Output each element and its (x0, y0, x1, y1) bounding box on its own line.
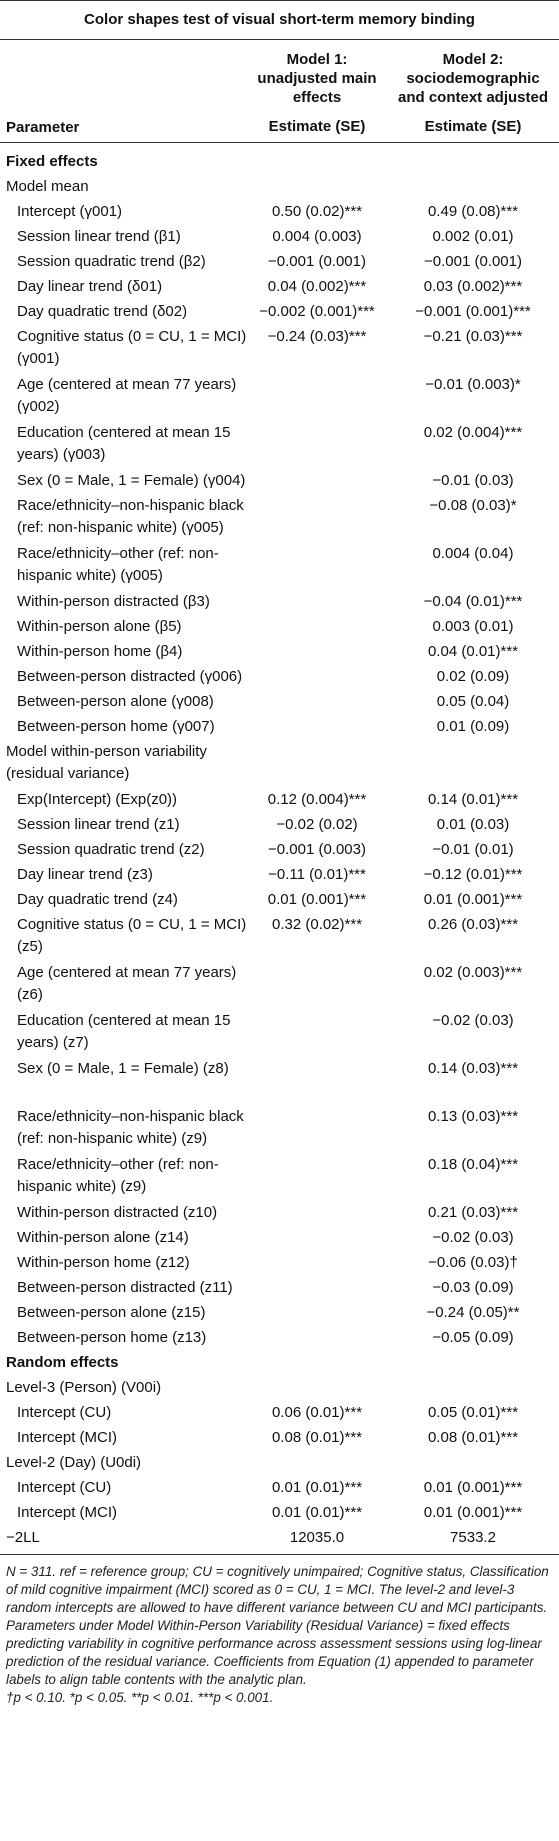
model-2-cell: 0.002 (0.01) (432, 228, 514, 245)
subsection-row (0, 1375, 559, 1400)
model-2-cell: −0.03 (0.09) (432, 1279, 514, 1296)
table-row (0, 787, 559, 812)
model-1-cell: −0.002 (0.001)*** (259, 303, 375, 320)
parameter-cell: Session quadratic trend (z2) (17, 841, 205, 858)
model-1-cell (247, 689, 387, 691)
model-2-cell: 0.08 (0.01)*** (427, 1429, 519, 1446)
table-row (0, 887, 559, 912)
parameter-cell: Within-person home (z12) (17, 1254, 190, 1271)
model-1-cell (247, 1375, 387, 1377)
parameter-cell: Session quadratic trend (β2) (17, 253, 206, 270)
model-2-cell: 0.01 (0.001)*** (423, 1504, 523, 1521)
model-1-cell (247, 614, 387, 616)
parameter-cell: Between-person alone (γ008) (17, 693, 214, 710)
model-1-cell: 0.08 (0.01)*** (271, 1429, 363, 1446)
table-row (0, 224, 559, 249)
model-1-cell: −0.001 (0.003) (268, 841, 366, 858)
model-2-cell (387, 739, 559, 741)
header-model-1-line-3: effects (292, 89, 342, 106)
header-model-1 (247, 40, 387, 142)
model-2-cell: −0.08 (0.03)* (429, 497, 517, 514)
model-2-cell: 0.01 (0.03) (436, 816, 510, 833)
model-2-cell: 0.14 (0.03)*** (427, 1060, 519, 1077)
parameter-cell: Cognitive status (0 = CU, 1 = MCI) (z5) (17, 916, 247, 955)
model-1-cell (247, 1104, 387, 1106)
model-2-cell (387, 174, 559, 176)
table-row (0, 274, 559, 299)
model-2-cell: −0.01 (0.03) (432, 472, 514, 489)
parameter-cell: Between-person distracted (γ006) (17, 668, 243, 685)
model-1-cell: −0.24 (0.03)*** (267, 328, 367, 345)
table-row (0, 1104, 559, 1152)
table-note: N = 311. ref = reference group; CU = cognitively unimpaired; Cognitive status, Classification of mild cognitive impairment (MCI) scored as 0 = CU, 1 = MCI. The level-2 and level-3 random intercepts are allowed to have different variance between CU and MCI participants. Parameters under Model Within-Person Variability (Residual Variance) = fixed effects predicting variability in cognitive performance across assessment sessions using log-linear prediction of the residual variance. Coefficients from Equation (1) appended to parameter labels to align table contents with the analytic plan. (6, 1564, 549, 1687)
model-1-cell (247, 1250, 387, 1252)
parameter-cell: Education (centered at mean 15 years) (γ003) (17, 424, 231, 463)
table-row (0, 1275, 559, 1300)
parameter-cell: Age (centered at mean 77 years) (z6) (17, 964, 237, 1003)
parameter-cell: Intercept (MCI) (17, 1429, 118, 1446)
model-2-cell: 0.01 (0.001)*** (423, 891, 523, 908)
model-1-cell (247, 639, 387, 641)
model-1-cell: 0.01 (0.01)*** (271, 1479, 363, 1496)
table-row (0, 1225, 559, 1250)
model-2-cell (387, 1375, 559, 1377)
header-model-2-line-2: sociodemographic (406, 70, 540, 87)
model-1-cell (247, 541, 387, 543)
model-2-cell (387, 149, 559, 151)
model-2-cell: 0.003 (0.01) (432, 618, 514, 635)
subsection-row (0, 1450, 559, 1475)
model-1-cell: −0.02 (0.02) (276, 816, 358, 833)
table-row (0, 199, 559, 224)
parameter-cell: Age (centered at mean 77 years) (γ002) (17, 376, 237, 415)
table-row (0, 837, 559, 862)
model-1-cell (247, 739, 387, 741)
model-1-cell (247, 149, 387, 151)
model-1-cell (247, 664, 387, 666)
parameter-cell: Session linear trend (β1) (17, 228, 181, 245)
model-2-cell: 0.21 (0.03)*** (427, 1204, 519, 1221)
model-1-cell: 12035.0 (289, 1529, 345, 1546)
model-2-cell: −0.001 (0.001)*** (415, 303, 531, 320)
parameter-cell: Between-person home (γ007) (17, 718, 215, 735)
model-1-cell: 0.01 (0.001)*** (267, 891, 367, 908)
table-row (0, 1400, 559, 1425)
table-row (0, 1008, 559, 1056)
parameter-cell: Education (centered at mean 15 years) (z7) (17, 1012, 231, 1051)
parameter-cell: Between-person alone (z15) (17, 1304, 206, 1321)
parameter-cell: Intercept (γ001) (17, 203, 123, 220)
model-2-cell: 0.18 (0.04)*** (427, 1156, 519, 1173)
model-2-cell: −0.01 (0.01) (432, 841, 514, 858)
section-row (0, 149, 559, 174)
model-1-cell (247, 1056, 387, 1058)
parameter-cell: Cognitive status (0 = CU, 1 = MCI) (γ001) (17, 328, 247, 367)
model-1-cell (247, 960, 387, 962)
subsection-row (0, 739, 559, 787)
model-2-cell: −0.12 (0.01)*** (423, 866, 523, 883)
model-2-cell: 0.05 (0.04) (436, 693, 510, 710)
model-1-cell (247, 468, 387, 470)
parameter-cell: Day quadratic trend (δ02) (17, 303, 188, 320)
header-model-1-line-1: Model 1: (286, 51, 348, 68)
table-row (0, 912, 559, 960)
parameter-cell: Within-person distracted (β3) (17, 593, 210, 610)
model-1-cell (247, 1350, 387, 1352)
table-row (0, 1425, 559, 1450)
table-row (0, 324, 559, 372)
model-1-cell (247, 420, 387, 422)
model-1-cell (247, 589, 387, 591)
parameter-cell: Race/ethnicity–other (ref: non-hispanic white) (γ005) (17, 545, 219, 584)
table-row (0, 1250, 559, 1275)
parameter-cell: Race/ethnicity–non-hispanic black (ref: non-hispanic white) (z9) (17, 1108, 244, 1147)
table-row (0, 299, 559, 324)
model-2-cell (387, 1450, 559, 1452)
header-parameter: Parameter (6, 119, 80, 136)
parameter-cell: Random effects (6, 1354, 119, 1371)
header-model-2-line-3: and context adjusted (397, 89, 549, 106)
model-2-cell: −0.001 (0.001) (424, 253, 522, 270)
parameter-cell: Within-person alone (β5) (17, 618, 182, 635)
parameter-cell: Level-2 (Day) (U0di) (6, 1454, 142, 1471)
header-model-2-line-1: Model 2: (442, 51, 504, 68)
parameter-cell: Within-person distracted (z10) (17, 1204, 218, 1221)
model-1-cell (247, 1300, 387, 1302)
table-row (0, 639, 559, 664)
model-2-cell: −0.05 (0.09) (432, 1329, 514, 1346)
header-model-2 (387, 40, 559, 142)
model-2-cell: 0.03 (0.002)*** (423, 278, 523, 295)
parameter-cell: Exp(Intercept) (Exp(z0)) (17, 791, 178, 808)
table-body (0, 149, 559, 1550)
parameter-cell: Day linear trend (z3) (17, 866, 153, 883)
model-1-cell (247, 1225, 387, 1227)
parameter-cell: Intercept (MCI) (17, 1504, 118, 1521)
table-row (0, 249, 559, 274)
model-1-cell: 0.01 (0.01)*** (271, 1504, 363, 1521)
table-row (0, 960, 559, 1008)
model-1-cell (247, 1200, 387, 1202)
model-1-cell: 0.06 (0.01)*** (271, 1404, 363, 1421)
table-row (0, 493, 559, 541)
model-1-cell: −0.11 (0.01)*** (268, 866, 366, 883)
parameter-cell: Intercept (CU) (17, 1404, 112, 1421)
model-1-cell (247, 714, 387, 716)
table-row (0, 1200, 559, 1225)
subsection-row (0, 1525, 559, 1550)
parameter-cell: Model mean (6, 178, 89, 195)
parameter-cell: Race/ethnicity–other (ref: non-hispanic white) (z9) (17, 1156, 219, 1195)
parameter-cell: Fixed effects (6, 153, 98, 170)
section-row (0, 1350, 559, 1375)
model-2-cell: −0.02 (0.03) (432, 1229, 514, 1246)
model-2-cell: −0.06 (0.03)† (428, 1254, 518, 1271)
table-row (0, 1056, 559, 1104)
model-2-cell: 0.49 (0.08)*** (427, 203, 519, 220)
table-footnote (0, 1554, 559, 1707)
parameter-cell: −2LL (6, 1529, 40, 1546)
model-2-cell: −0.02 (0.03) (432, 1012, 514, 1029)
model-2-cell: −0.04 (0.01)*** (423, 593, 523, 610)
table-title: Color shapes test of visual short-term memory binding (0, 0, 559, 39)
model-2-cell: 0.02 (0.09) (436, 668, 510, 685)
model-1-cell (247, 1325, 387, 1327)
parameter-cell: Sex (0 = Male, 1 = Female) (γ004) (17, 472, 246, 489)
table-row (0, 812, 559, 837)
parameter-cell: Within-person alone (z14) (17, 1229, 189, 1246)
model-1-cell (247, 1008, 387, 1010)
model-2-cell: 0.01 (0.001)*** (423, 1479, 523, 1496)
model-2-cell: 0.02 (0.004)*** (423, 424, 523, 441)
header-model-1-line-2: unadjusted main (257, 70, 377, 87)
model-2-cell: 0.13 (0.03)*** (427, 1108, 519, 1125)
model-2-cell: 0.004 (0.04) (432, 545, 514, 562)
model-2-cell: −0.21 (0.03)*** (423, 328, 523, 345)
model-1-cell (247, 1450, 387, 1452)
parameter-cell: Level-3 (Person) (V00i) (6, 1379, 162, 1396)
model-1-cell (247, 1152, 387, 1154)
table-row (0, 1152, 559, 1200)
model-2-cell: 0.01 (0.09) (436, 718, 510, 735)
table-row (0, 1500, 559, 1525)
table-row (0, 1475, 559, 1500)
significance-note: †p < 0.10. *p < 0.05. **p < 0.01. ***p < 0.001. (6, 1690, 274, 1705)
parameter-cell: Within-person home (β4) (17, 643, 183, 660)
table-row (0, 689, 559, 714)
header-model-1-estimate: Estimate (SE) (268, 118, 366, 135)
table-row (0, 468, 559, 493)
model-2-cell: 0.26 (0.03)*** (427, 916, 519, 933)
model-1-cell: 0.50 (0.02)*** (271, 203, 363, 220)
table-header (0, 39, 559, 143)
parameter-cell: Model within-person variability (residual variance) (6, 743, 207, 782)
subsection-row (0, 174, 559, 199)
table-row (0, 614, 559, 639)
model-2-cell: 0.02 (0.003)*** (423, 964, 523, 981)
parameter-cell: Day quadratic trend (z4) (17, 891, 178, 908)
model-2-cell (387, 1350, 559, 1352)
table-row (0, 420, 559, 468)
header-model-2-estimate: Estimate (SE) (424, 118, 522, 135)
model-1-cell (247, 174, 387, 176)
model-1-cell: −0.001 (0.001) (268, 253, 366, 270)
model-2-cell: 0.05 (0.01)*** (427, 1404, 519, 1421)
table-row (0, 372, 559, 420)
model-1-cell: 0.32 (0.02)*** (271, 916, 363, 933)
model-2-cell: −0.01 (0.003)* (425, 376, 521, 393)
parameter-cell: Intercept (CU) (17, 1479, 112, 1496)
parameter-cell: Between-person distracted (z11) (17, 1279, 233, 1296)
model-2-cell: 0.14 (0.01)*** (427, 791, 519, 808)
model-1-cell: 0.12 (0.004)*** (267, 791, 367, 808)
table-row (0, 714, 559, 739)
table-row (0, 862, 559, 887)
parameter-cell: Day linear trend (δ01) (17, 278, 163, 295)
parameter-cell: Sex (0 = Male, 1 = Female) (z8) (17, 1060, 229, 1077)
table-row (0, 589, 559, 614)
model-1-cell: 0.04 (0.002)*** (267, 278, 367, 295)
model-1-cell (247, 372, 387, 374)
table-row (0, 1300, 559, 1325)
model-1-cell: 0.004 (0.003) (272, 228, 362, 245)
parameter-cell: Between-person home (z13) (17, 1329, 207, 1346)
model-2-cell: −0.24 (0.05)** (426, 1304, 520, 1321)
model-2-cell: 0.04 (0.01)*** (427, 643, 519, 660)
table-row (0, 541, 559, 589)
parameter-cell: Session linear trend (z1) (17, 816, 180, 833)
model-1-cell (247, 1275, 387, 1277)
model-1-cell (247, 493, 387, 495)
table-row (0, 664, 559, 689)
table-row (0, 1325, 559, 1350)
parameter-cell: Race/ethnicity–non-hispanic black (ref: non-hispanic white) (γ005) (17, 497, 244, 536)
model-2-cell: 7533.2 (450, 1529, 496, 1546)
